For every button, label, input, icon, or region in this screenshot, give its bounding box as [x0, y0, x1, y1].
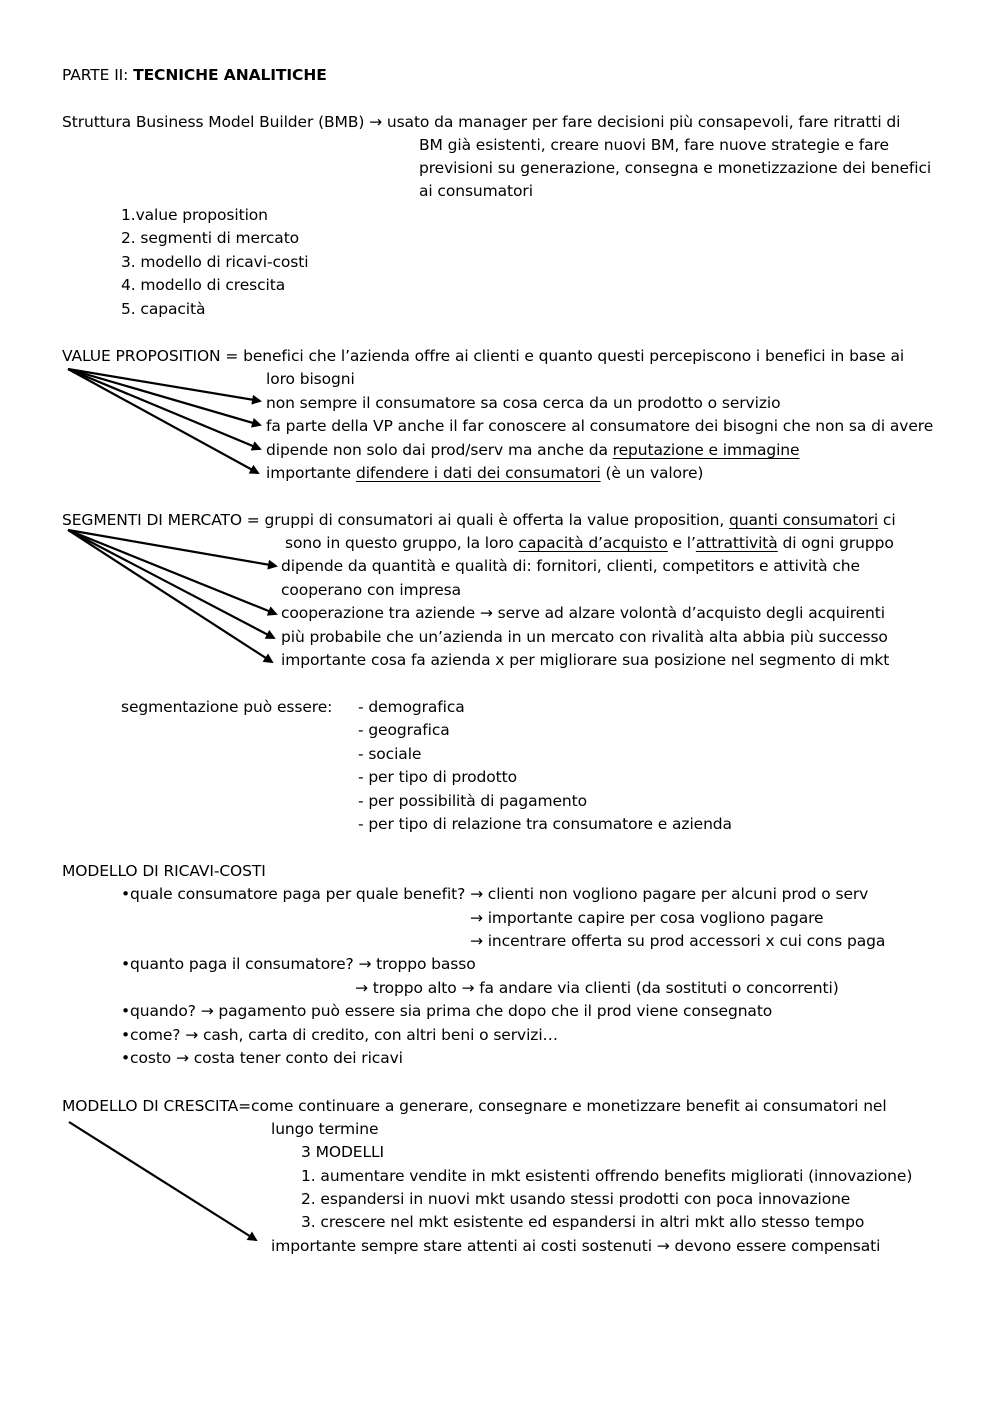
seg-arrow-3	[68, 530, 274, 638]
vp-point-3-underlined: reputazione e immagine	[612, 441, 800, 459]
segmentation-item-1: - demografica	[358, 698, 465, 716]
seg-cont-text: sono in questo gruppo, la loro	[285, 534, 519, 552]
seg-point-4: importante cosa fa azienda x per migliorare sua posizione nel segmento di mkt	[281, 651, 890, 669]
bmb-item-2: 2. segmenti di mercato	[121, 229, 300, 247]
cr-model-1: 1. aumentare vendite in mkt esistenti offrendo benefits migliorati (innovazione)	[301, 1167, 913, 1185]
seg-point-3: più probabile che un’azienda in un mercato con rivalità alta abbia più successo	[281, 628, 888, 646]
vp-point-4-underlined: difendere i dati dei consumatori	[355, 464, 601, 482]
rc-q5: •costo → costa tener conto dei ricavi	[121, 1049, 403, 1067]
segmentation-item-2: - geografica	[358, 721, 450, 739]
seg-arrow-4	[68, 530, 272, 662]
cr-arrow	[69, 1122, 256, 1240]
vp-point-4-text: importante	[266, 464, 356, 482]
seg-arrow-1	[68, 530, 276, 566]
bmb-cont-1: BM già esistenti, creare nuovi BM, fare nuove strategie e fare	[419, 136, 889, 154]
rc-heading: MODELLO DI RICAVI-COSTI	[62, 862, 266, 880]
rc-q1: •quale consumatore paga per quale benefit? → clienti non vogliono pagare per alcuni prod o serv	[121, 885, 869, 903]
bmb-item-5: 5. capacità	[121, 300, 206, 318]
bmb-cont-3: ai consumatori	[419, 182, 533, 200]
segmentation-item-4: - per tipo di prodotto	[358, 768, 518, 786]
bmb-lead: Struttura Business Model Builder (BMB) → usato da manager per fare decisioni più consapevoli, fare ritratti di	[62, 113, 901, 131]
cr-model-3: 3. crescere nel mkt esistente ed espandersi in altri mkt allo stesso tempo	[301, 1213, 865, 1231]
page-title-main: TECNICHE ANALITICHE	[133, 66, 327, 84]
vp-point-3-text: dipende non solo dai prod/serv ma anche da	[266, 441, 613, 459]
seg-lead-text: SEGMENTI DI MERCATO = gruppi di consumatori ai quali è offerta la value proposition,	[62, 511, 730, 529]
seg-arrow-2	[68, 530, 276, 614]
cr-last: importante sempre stare attenti ai costi sostenuti → devono essere compensati	[271, 1237, 881, 1255]
vp-lead: VALUE PROPOSITION = benefici che l’azienda offre ai clienti e quanto questi percepiscono i benefici in base ai	[62, 347, 905, 365]
seg-cont-underlined-1: capacità d’acquisto	[518, 534, 668, 552]
seg-cont-mid: e l’	[667, 534, 696, 552]
seg-point-2: cooperazione tra aziende → serve ad alzare volontà d’acquisto degli acquirenti	[281, 604, 885, 622]
seg-lead-tail: ci	[878, 511, 896, 529]
vp-point-4-tail: (è un valore)	[600, 464, 704, 482]
rc-q4: •come? → cash, carta di credito, con altri beni o servizi…	[121, 1026, 558, 1044]
vp-cont: loro bisogni	[266, 370, 355, 388]
segmentation-item-5: - per possibilità di pagamento	[358, 792, 588, 810]
rc-q1-a: → importante capire per cosa vogliono pagare	[470, 909, 824, 927]
vp-point-2: fa parte della VP anche il far conoscere al consumatore dei bisogni che non sa di avere	[266, 417, 934, 435]
bmb-cont-2: previsioni su generazione, consegna e monetizzazione dei benefici	[419, 159, 932, 177]
seg-lead-underlined: quanti consumatori	[729, 511, 879, 529]
page-title-prefix: PARTE II:	[62, 66, 134, 84]
segmentation-label: segmentazione può essere:	[121, 698, 333, 716]
bmb-item-4: 4. modello di crescita	[121, 276, 286, 294]
cr-models-title: 3 MODELLI	[301, 1143, 385, 1161]
cr-lead: MODELLO DI CRESCITA=come continuare a generare, consegnare e monetizzare benefit ai consumatori nel	[62, 1097, 887, 1115]
vp-point-1: non sempre il consumatore sa cosa cerca da un prodotto o servizio	[266, 394, 781, 412]
segmentation-item-6: - per tipo di relazione tra consumatore e azienda	[358, 815, 732, 833]
bmb-item-3: 3. modello di ricavi-costi	[121, 253, 309, 271]
seg-point-1-cont: cooperano con impresa	[281, 581, 462, 599]
vp-arrow-3	[68, 369, 260, 449]
seg-cont-underlined-2: attrattività	[695, 534, 778, 552]
segmentation-item-3: - sociale	[358, 745, 422, 763]
rc-q1-b: → incentrare offerta su prod accessori x cui cons paga	[470, 932, 886, 950]
seg-cont-tail: di ogni gruppo	[777, 534, 894, 552]
rc-q2: •quanto paga il consumatore? → troppo basso	[121, 955, 476, 973]
bmb-item-1: 1.value proposition	[121, 206, 268, 224]
cr-cont: lungo termine	[271, 1120, 379, 1138]
rc-q3: •quando? → pagamento può essere sia prima che dopo che il prod viene consegnato	[121, 1002, 773, 1020]
seg-point-1: dipende da quantità e qualità di: fornitori, clienti, competitors e attività che	[281, 557, 860, 575]
cr-model-2: 2. espandersi in nuovi mkt usando stessi prodotti con poca innovazione	[301, 1190, 851, 1208]
rc-q2-a: → troppo alto → fa andare via clienti (da sostituti o concorrenti)	[355, 979, 839, 997]
